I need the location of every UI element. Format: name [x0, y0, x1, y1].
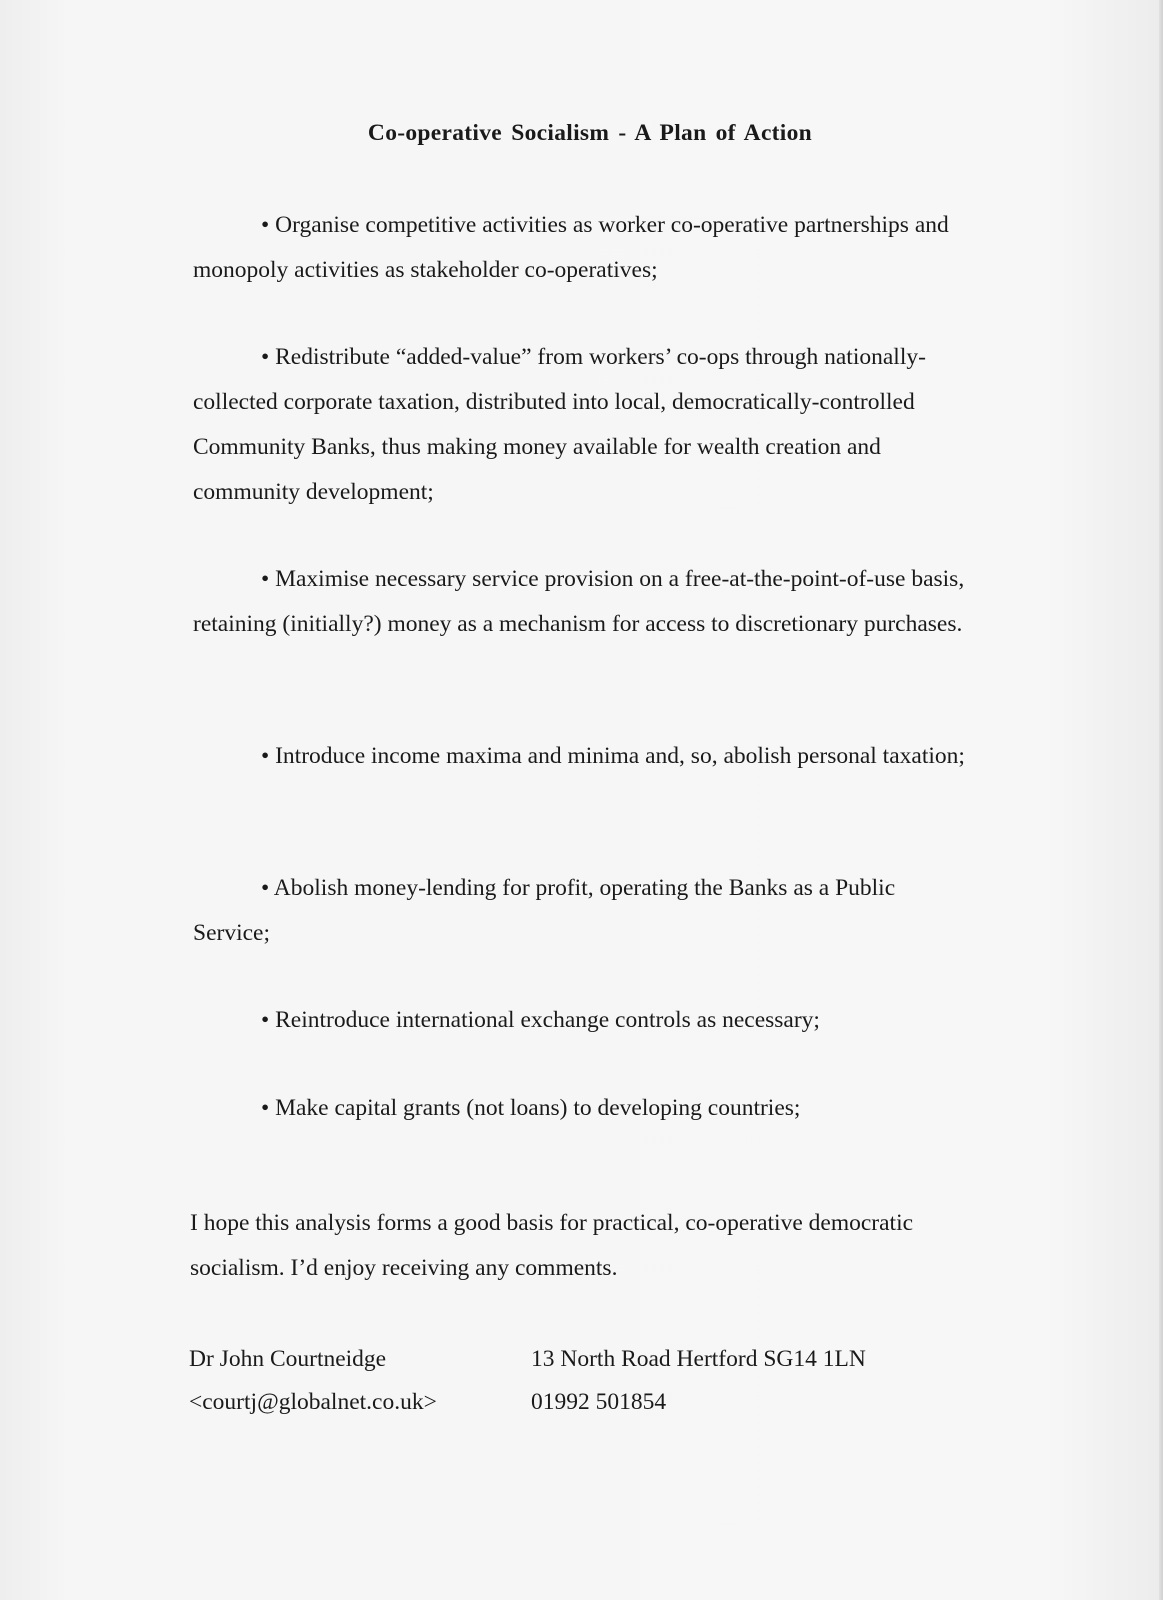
- bullet-item: [193, 998, 973, 1043]
- document-title: Co-operative Socialism - A Plan of Action: [367, 120, 813, 146]
- bullet-text: • Make capital grants (not loans) to developing countries;: [261, 1095, 801, 1121]
- page-edge: [1159, 0, 1163, 1600]
- contact-phone: 01992 501854: [531, 1389, 667, 1415]
- bullet-text: • Maximise necessary service provision on a free-at-the-point-of-use basis, retaining (initially?) money as a mechanism for access to discretionary purchases.: [193, 566, 965, 637]
- bullet-text: • Reintroduce international exchange controls as necessary;: [261, 1007, 820, 1033]
- bullet-item: [193, 1086, 973, 1131]
- bullet-item: [193, 866, 953, 956]
- contact-email: <courtj@globalnet.co.uk>: [189, 1389, 437, 1415]
- bullet-text: • Organise competitive activities as worker co-operative partnerships and monopoly activities as stakeholder co-operatives;: [193, 212, 949, 283]
- bullet-item: [193, 734, 983, 779]
- contact-name: Dr John Courtneidge: [189, 1346, 387, 1372]
- bullet-item: [193, 557, 978, 647]
- bullet-item: [193, 335, 973, 515]
- bullet-text: • Abolish money-lending for profit, operating the Banks as a Public Service;: [193, 875, 896, 946]
- closing-paragraph: I hope this analysis forms a good basis for practical, co-operative democratic socialism. I’d enjoy receiving any comments.: [190, 1210, 914, 1281]
- bullet-text: • Introduce income maxima and minima and, so, abolish personal taxation;: [261, 743, 965, 769]
- bullet-text: • Redistribute “added-value” from workers’ co-ops through nationally-collected corporate taxation, distributed into local, democratically-controlled Community Banks, thus making money available for wealth creation and community development;: [193, 344, 926, 505]
- contact-address: 13 North Road Hertford SG14 1LN: [531, 1346, 866, 1372]
- bullet-item: [193, 203, 973, 293]
